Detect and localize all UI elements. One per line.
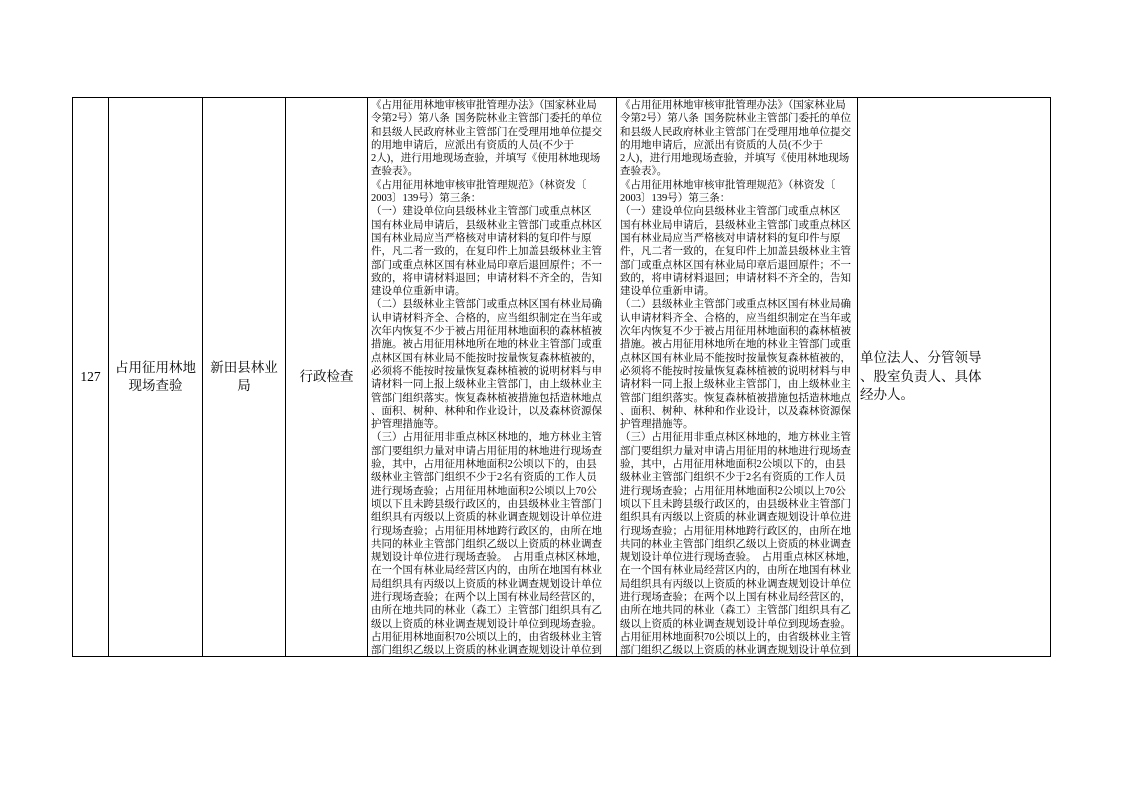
- cell-responsible-persons: [858, 98, 1050, 656]
- department-text: 新田县林业 局: [210, 360, 278, 393]
- category-text: 行政检查: [299, 369, 354, 384]
- table-row: [73, 98, 1050, 656]
- cell-item-name: [109, 98, 203, 656]
- cell-department: [203, 98, 286, 656]
- cell-legal-basis: 《占用征用林地审核审批管理办法》（国家林业局 令第2号）第八条 国务院林业主管部门委托的单位 和县级人民政府林业主管部门在受理用地单位提交 的用地申请后，应派出有资质的人员(不少于 2人)，进行用地现场查验，并填写《使用林地现场 查验表》。 《占用征用林地审核审批管理规范》（林资发〔 2003〕139号）第三条： （一）建设单位向县级林业主管部门或重点林区 国有林业局申请后，县级林业主管部门或重点林区 国有林业局应当严格核对申请材料的复印件与原 件，凡二者一致的，在复印件上加盖县级林业主管 部门或重点林区国有林业局印章后退回原件；不一 致的，将申请材料退回；申请材料不齐全的，告知 建设单位重新申请。 （二）县级林业主管部门或重点林区国有林业局确 认申请材料齐全、合格的，应当组织制定在当年或 次年内恢复不少于被占用征用林地面积的森林植被 措施。被占用征用林地所在地的林业主管部门或重 点林区国有林业局不能按时按量恢复森林植被的， 必须将不能按时按量恢复森林植被的说明材料与申 请材料一同上报上级林业主管部门，由上级林业主 管部门组织落实。恢复森林植被措施包括造林地点 、面积、树种、林种和作业设计，以及森林资源保 护管理措施等。 （三）占用征用非重点林区林地的，地方林业主管 部门要组织力量对申请占用征用的林地进行现场查 验，其中，占用征用林地面积2公顷以下的，由县 级林业主管部门组织不少于2名有资质的工作人员 进行现场查验；占用征用林地面积2公顷以上70公 顷以下且未跨县级行政区的，由县级林业主管部门 组织具有丙级以上资质的林业调查规划设计单位进 行现场查验；占用征用林地跨行政区的，由所在地 共同的林业主管部门组织乙级以上资质的林业调查 规划设计单位进行现场查验。 占用重点林区林地， 在一个国有林业局经营区内的，由所在地国有林业 局组织具有丙级以上资质的林业调查规划设计单位 进行现场查验；在两个以上国有林业局经营区的， 由所在地共同的林业（森工）主管部门组织具有乙 级以上资质的林业调查规划设计单位到现场查验。 占用征用林地面积70公顷以上的，由省级林业主管 部门组织乙级以上资质的林业调查规划设计单位到: [368, 98, 617, 656]
- cell-category: [286, 98, 368, 656]
- responsible-persons-text: 单位法人、分管领导 、股室负责人、具体 经办人。: [860, 350, 982, 403]
- data-table: [72, 97, 1051, 657]
- row-index-number: 127: [80, 369, 101, 384]
- cell-index: [73, 98, 109, 656]
- item-name-text: 占用征用林地 现场查验: [115, 360, 196, 393]
- cell-legal-basis-duplicate: 《占用征用林地审核审批管理办法》（国家林业局 令第2号）第八条 国务院林业主管部门委托的单位 和县级人民政府林业主管部门在受理用地单位提交 的用地申请后，应派出有资质的人员(不少于 2人)，进行用地现场查验，并填写《使用林地现场 查验表》。 《占用征用林地审核审批管理规范》（林资发〔 2003〕139号）第三条： （一）建设单位向县级林业主管部门或重点林区 国有林业局申请后，县级林业主管部门或重点林区 国有林业局应当严格核对申请材料的复印件与原 件，凡二者一致的，在复印件上加盖县级林业主管 部门或重点林区国有林业局印章后退回原件；不一 致的，将申请材料退回；申请材料不齐全的，告知 建设单位重新申请。 （二）县级林业主管部门或重点林区国有林业局确 认申请材料齐全、合格的，应当组织制定在当年或 次年内恢复不少于被占用征用林地面积的森林植被 措施。被占用征用林地所在地的林业主管部门或重 点林区国有林业局不能按时按量恢复森林植被的， 必须将不能按时按量恢复森林植被的说明材料与申 请材料一同上报上级林业主管部门，由上级林业主 管部门组织落实。恢复森林植被措施包括造林地点 、面积、树种、林种和作业设计，以及森林资源保 护管理措施等。 （三）占用征用非重点林区林地的，地方林业主管 部门要组织力量对申请占用征用的林地进行现场查 验，其中，占用征用林地面积2公顷以下的，由县 级林业主管部门组织不少于2名有资质的工作人员 进行现场查验；占用征用林地面积2公顷以上70公 顷以下且未跨县级行政区的，由县级林业主管部门 组织具有丙级以上资质的林业调查规划设计单位进 行现场查验；占用征用林地跨行政区的，由所在地 共同的林业主管部门组织乙级以上资质的林业调查 规划设计单位进行现场查验。 占用重点林区林地， 在一个国有林业局经营区内的，由所在地国有林业 局组织具有丙级以上资质的林业调查规划设计单位 进行现场查验；在两个以上国有林业局经营区的， 由所在地共同的林业（森工）主管部门组织具有乙 级以上资质的林业调查规划设计单位到现场查验。 占用征用林地面积70公顷以上的，由省级林业主管 部门组织乙级以上资质的林业调查规划设计单位到: [617, 98, 858, 656]
